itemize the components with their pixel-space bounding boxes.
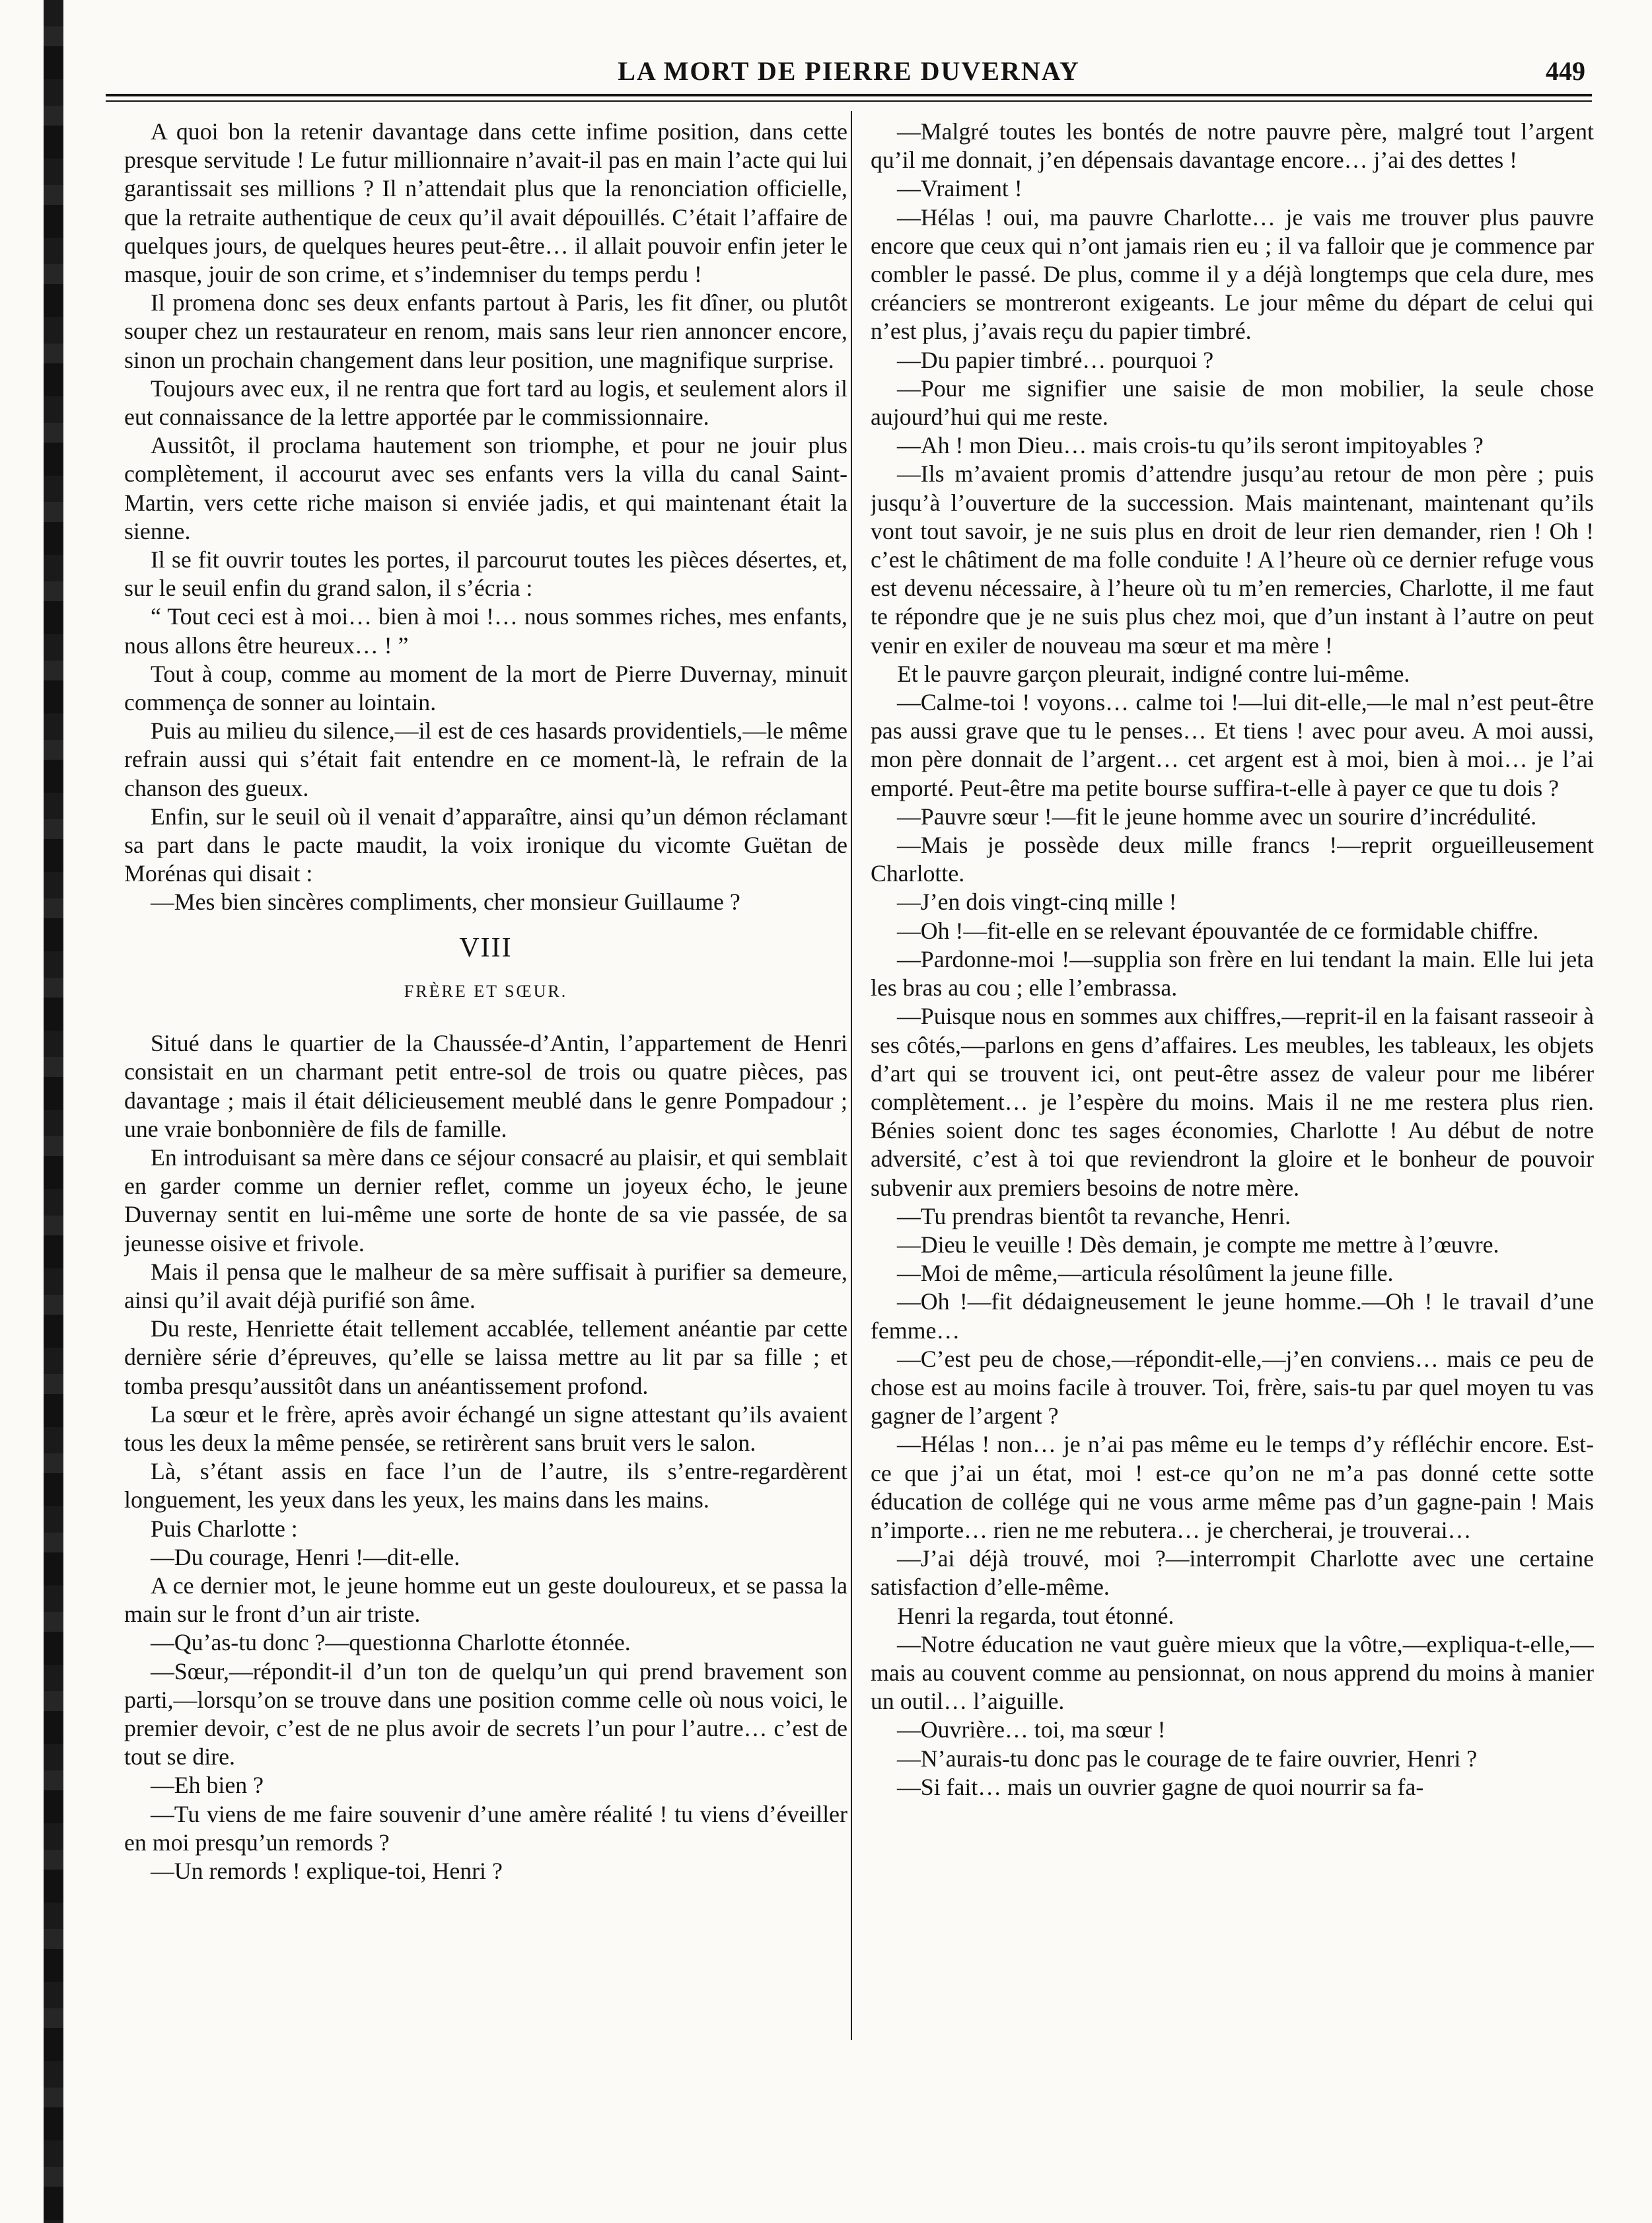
paragraph: La sœur et le frère, après avoir échangé un signe attestant qu’ils avaient tous les deux la même pensée, se retirèrent sans bruit vers le salon. bbox=[124, 1401, 847, 1456]
paragraph: —Du papier timbré… pourquoi ? bbox=[897, 346, 1214, 373]
paragraph: A quoi bon la retenir davantage dans cette infime position, dans cette presque servitude ! Le futur millionnaire n’avait-il pas en main l’acte qui lui garantissait ses millions ? Il n’attendait plus que la renonciation officielle, que la retraite authentique de ceux qu’il avait dépouillés. C’était l’affaire de quelques jours, de quelques heures peut-être… il allait pouvoir enfin jeter le masque, jouir de son crime, et s’indemniser du temps perdu ! bbox=[124, 118, 847, 288]
paragraph: —Puisque nous en sommes aux chiffres,—reprit-il en la faisant rasseoir à ses côtés,—parlons en gens d’affaires. Les meubles, les tableaux, les objets d’art qui se trouvent ici, ont peut-être assez de valeur pour me libérer complètement… je l’espère du moins. Mais il ne me restera plus rien. Bénies soient donc tes sages économies, Charlotte ! Au début de notre adversité, c’est à toi que reviendront la gloire et le bonheur de pouvoir subvenir aux premiers besoins de notre mère. bbox=[871, 1003, 1594, 1201]
paragraph: —Malgré toutes les bontés de notre pauvre père, malgré tout l’argent qu’il me donnait, j’en dépensais davantage encore… j’ai des dettes ! bbox=[871, 118, 1594, 174]
right-column-text bbox=[871, 118, 1594, 1802]
paragraph: Puis Charlotte : bbox=[151, 1515, 298, 1542]
header-rule-thick bbox=[106, 94, 1592, 96]
paragraph: Il se fit ouvrir toutes les portes, il parcourut toutes les pièces désertes, et, sur le seuil enfin du grand salon, il s’écria : bbox=[124, 546, 847, 602]
paragraph: —Tu viens de me faire souvenir d’une amère réalité ! tu viens d’éveiller en moi presqu’un remords ? bbox=[124, 1800, 847, 1856]
paragraph: —Pardonne-moi !—supplia son frère en lui tendant la main. Elle lui jeta les bras au cou ; elle l’embrassa. bbox=[871, 945, 1594, 1002]
paragraph: Là, s’étant assis en face l’un de l’autre, ils s’entre-regardèrent longuement, les yeux dans les yeux, les mains dans les mains. bbox=[124, 1458, 847, 1513]
left-column-text-before-chapter bbox=[124, 118, 847, 917]
paragraph: —Un remords ! explique-toi, Henri ? bbox=[151, 1857, 503, 1884]
right-column bbox=[871, 118, 1594, 2014]
paragraph: —Mes bien sincères compliments, cher monsieur Guillaume ? bbox=[151, 889, 740, 916]
chapter-title: FRÈRE ET SŒUR. bbox=[404, 981, 568, 1001]
paragraph: —Hélas ! non… je n’ai pas même eu le temps d’y réfléchir encore. Est-ce que j’ai un état, moi ! est-ce qu’on ne m’a pas donné cette sotte éducation de collége qui ne vous arme même pas d’un gagne-pain ! Mais n’importe… rien ne me rebutera… je chercherai, je trouverai… bbox=[871, 1431, 1594, 1543]
left-column-text-after-chapter bbox=[124, 1029, 847, 1885]
paragraph: En introduisant sa mère dans ce séjour consacré au plaisir, et qui semblait en garder comme un dernier reflet, comme un joyeux écho, le jeune Duvernay sentit en lui-même une sorte de honte de sa vie passée, de sa jeunesse oisive et frivole. bbox=[124, 1144, 847, 1257]
paragraph: Situé dans le quartier de la Chaussée-d’Antin, l’appartement de Henri consistait en un charmant petit entre-sol de trois ou quatre pièces, pas davantage ; mais il était délicieusement meublé dans le genre Pompadour ; une vraie bonbonnière de fils de famille. bbox=[124, 1030, 847, 1142]
paragraph: —Oh !—fit-elle en se relevant épouvantée de ce formidable chiffre. bbox=[897, 917, 1539, 944]
paragraph: —Si fait… mais un ouvrier gagne de quoi nourrir sa fa- bbox=[897, 1773, 1424, 1800]
paragraph: Enfin, sur le seuil où il venait d’apparaître, ainsi qu’un démon réclamant sa part dans le pacte maudit, la voix ironique du vicomte Guëtan de Morénas qui disait : bbox=[124, 803, 847, 887]
paragraph: “ Tout ceci est à moi… bien à moi !… nous sommes riches, mes enfants, nous allons être heureux… ! ” bbox=[124, 603, 847, 659]
page-binding-edge bbox=[44, 0, 63, 2223]
paragraph: Puis au milieu du silence,—il est de ces hasards providentiels,—le même refrain aussi qui s’était fait entendre en ce moment-là, le refrain de la chanson des gueux. bbox=[124, 717, 847, 801]
chapter-number: VIII bbox=[459, 932, 513, 963]
paragraph: —Ouvrière… toi, ma sœur ! bbox=[897, 1716, 1166, 1743]
paragraph: Henri la regarda, tout étonné. bbox=[897, 1602, 1174, 1629]
paragraph: —Calme-toi ! voyons… calme toi !—lui dit-elle,—le mal n’est peut-être pas aussi grave que tu le penses… Et tiens ! avec pour aveu. A moi aussi, mon père donnait de l’argent… cet argent est à moi, bien à moi… je l’ai emporté. Peut-être ma petite bourse suffira-t-elle à payer ce que tu dois ? bbox=[871, 689, 1594, 801]
paragraph: —C’est peu de chose,—répondit-elle,—j’en conviens… mais ce peu de chose est au moins facile à trouver. Toi, frère, sais-tu par quel moyen tu vas gagner de l’argent ? bbox=[871, 1345, 1594, 1430]
paragraph: Tout à coup, comme au moment de la mort de Pierre Duvernay, minuit commença de sonner au lointain. bbox=[124, 660, 847, 716]
paragraph: —Notre éducation ne vaut guère mieux que la vôtre,—expliqua-t-elle,—mais au couvent comme au pensionnat, on nous apprend du moins à manier un outil… l’aiguille. bbox=[871, 1630, 1594, 1715]
paragraph: —Ils m’avaient promis d’attendre jusqu’au retour de mon père ; puis jusqu’à l’ouverture de la succession. Mais maintenant, maintenant qu’ils vont tout savoir, je ne suis plus en droit de leur rien demander, rien ! Oh ! c’est le châtiment de ma folle conduite ! A l’heure où ce dernier refuge vous est devenu nécessaire, à l’heure où tu m’en remercies, Charlotte, il me faut te répondre que je ne suis plus chez moi, que d’un instant à l’autre on peut venir en exiler de nouveau ma sœur et ma mère ! bbox=[871, 460, 1594, 659]
running-title: LA MORT DE PIERRE DUVERNAY bbox=[618, 56, 1080, 86]
paragraph: —Hélas ! oui, ma pauvre Charlotte… je vais me trouver plus pauvre encore que ceux qui n’ont jamais rien eu ; il va falloir que je commence par combler le passé. De plus, comme il y a déjà longtemps que cela dure, mes créanciers se montreront exigeants. Le jour même du départ de celui qui n’est plus, j’avais reçu du papier timbré. bbox=[871, 203, 1594, 345]
paragraph: —Qu’as-tu donc ?—questionna Charlotte étonnée. bbox=[151, 1629, 631, 1656]
paragraph: —Moi de même,—articula résolûment la jeune fille. bbox=[897, 1260, 1394, 1287]
paragraph: —Du courage, Henri !—dit-elle. bbox=[151, 1543, 460, 1570]
paragraph: Et le pauvre garçon pleurait, indigné contre lui-même. bbox=[897, 660, 1410, 687]
paragraph: A ce dernier mot, le jeune homme eut un geste douloureux, et se passa la main sur le front d’un air triste. bbox=[124, 1572, 847, 1628]
left-column bbox=[124, 118, 847, 2014]
paragraph: —J’en dois vingt-cinq mille ! bbox=[897, 889, 1177, 916]
paragraph: Mais il pensa que le malheur de sa mère suffisait à purifier sa demeure, ainsi qu’il avait déjà purifié son âme. bbox=[124, 1258, 847, 1313]
paragraph: —Pour me signifier une saisie de mon mobilier, la seule chose aujourd’hui qui me reste. bbox=[871, 375, 1594, 431]
paragraph: Il promena donc ses deux enfants partout à Paris, les fit dîner, ou plutôt souper chez un restaurateur en renom, mais sans leur rien annoncer encore, sinon un prochain changement dans leur position, une magnifique surprise. bbox=[124, 289, 847, 373]
paragraph: Toujours avec eux, il ne rentra que fort tard au logis, et seulement alors il eut connaissance de la lettre apportée par le commissionnaire. bbox=[124, 375, 847, 431]
paragraph: Du reste, Henriette était tellement accablée, tellement anéantie par cette dernière série d’épreuves, qu’elle se laissa mettre au lit par sa fille ; et tomba presqu’aussitôt dans un anéantissement profond. bbox=[124, 1315, 847, 1399]
paragraph: —Mais je possède deux mille francs !—reprit orgueilleusement Charlotte. bbox=[871, 832, 1594, 887]
paragraph: —J’ai déjà trouvé, moi ?—interrompit Charlotte avec une certaine satisfaction d’elle-même. bbox=[871, 1545, 1594, 1601]
page-number: 449 bbox=[1546, 56, 1585, 86]
page-header bbox=[106, 52, 1592, 91]
paragraph: —Oh !—fit dédaigneusement le jeune homme.—Oh ! le travail d’une femme… bbox=[871, 1288, 1594, 1344]
paragraph: —Eh bien ? bbox=[151, 1772, 264, 1799]
paragraph: —Vraiment ! bbox=[897, 175, 1023, 202]
column-divider bbox=[851, 111, 852, 2040]
paragraph: —Tu prendras bientôt ta revanche, Henri. bbox=[897, 1202, 1291, 1229]
paragraph: —Sœur,—répondit-il d’un ton de quelqu’un qui prend bravement son parti,—lorsqu’on se trouve dans une position comme celle où nous voici, le premier devoir, c’est de ne plus avoir de secrets l’un pour l’autre… c’est de tout se dire. bbox=[124, 1658, 847, 1770]
paragraph: —N’aurais-tu donc pas le courage de te faire ouvrier, Henri ? bbox=[897, 1745, 1478, 1772]
header-rule-thin bbox=[106, 100, 1592, 102]
paragraph: —Ah ! mon Dieu… mais crois-tu qu’ils seront impitoyables ? bbox=[897, 432, 1484, 459]
paragraph: —Dieu le veuille ! Dès demain, je compte me mettre à l’œuvre. bbox=[897, 1231, 1499, 1258]
paragraph: Aussitôt, il proclama hautement son triomphe, et pour ne jouir plus complètement, il accourut avec ses enfants vers la villa du canal Saint-Martin, vers cette riche maison si enviée jadis, et qui maintenant était la sienne. bbox=[124, 432, 847, 544]
paragraph: —Pauvre sœur !—fit le jeune homme avec un sourire d’incrédulité. bbox=[897, 803, 1537, 830]
